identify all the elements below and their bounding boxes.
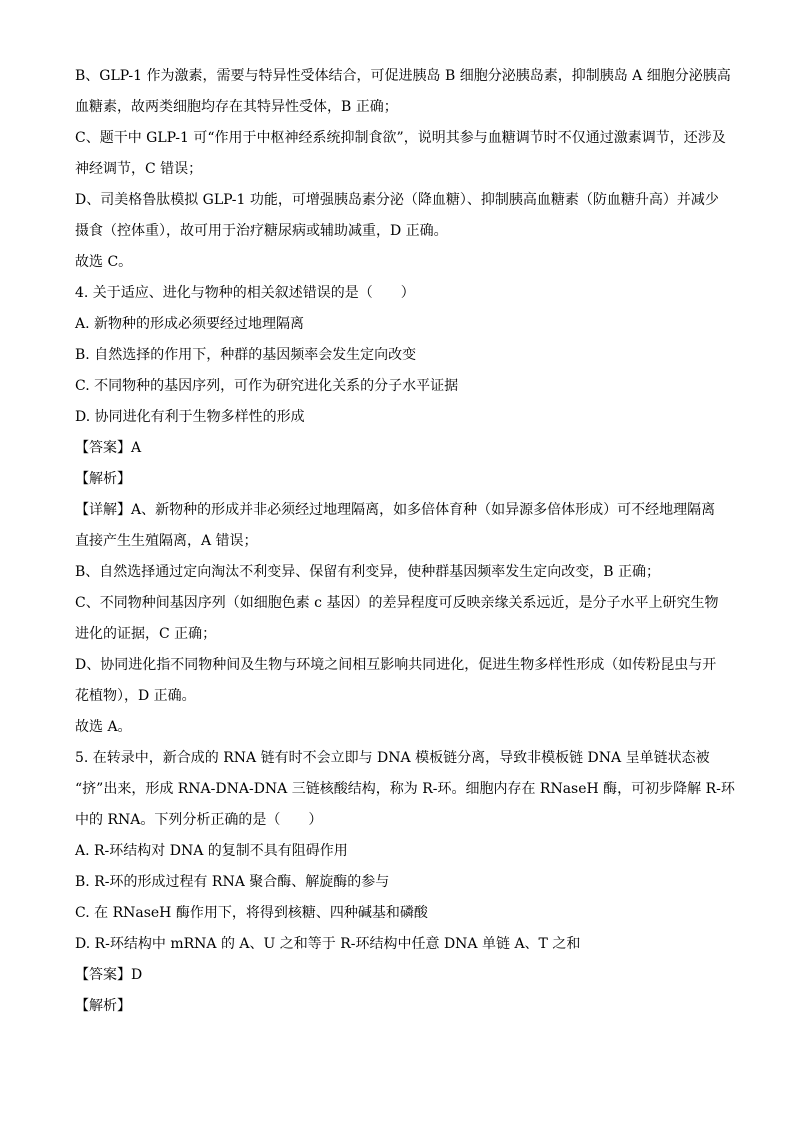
- question-5-option-b: B. R-环的形成过程有 RNA 聚合酶、解旋酶的参与: [75, 874, 390, 890]
- text-line: 直接产生生殖隔离，A 错误；: [75, 533, 258, 549]
- question-4-option-c: C. 不同物种的基因序列，可作为研究进化关系的分子水平证据: [75, 378, 459, 394]
- text-line: 摄食（控体重），故可用于治疗糖尿病或辅助减重，D 正确。: [75, 223, 448, 239]
- text-line: 花植物），D 正确。: [75, 688, 196, 704]
- analysis-label: 【解析】: [75, 471, 131, 487]
- question-4-option-b: B. 自然选择的作用下，种群的基因频率会发生定向改变: [75, 347, 417, 363]
- text-line: B、自然选择通过定向淘汰不利变异、保留有利变异，使种群基因频率发生定向改变，B 正确；: [75, 564, 661, 580]
- question-5-stem: 5. 在转录中，新合成的 RNA 链有时不会立即与 DNA 模板链分离，导致非模板链 DNA 呈单链状态被: [75, 750, 710, 766]
- question-5-option-d: D. R-环结构中 mRNA 的 A、U 之和等于 R-环结构中任意 DNA 单链 A、T 之和: [75, 936, 581, 952]
- text-line: D、司美格鲁肽模拟 GLP-1 功能，可增强胰岛素分泌（降血糖）、抑制胰高血糖素（防血糖升高）并减少: [75, 192, 719, 208]
- analysis-label: 【解析】: [75, 998, 131, 1014]
- text-line: 进化的证据，C 正确；: [75, 626, 217, 642]
- question-4-stem: 4. 关于适应、进化与物种的相关叙述错误的是（ ）: [75, 285, 415, 301]
- text-line: C、不同物种间基因序列（如细胞色素 c 基因）的差异程度可反映亲缘关系远近，是分子水平上研究生物: [75, 595, 719, 611]
- conclusion-line: 故选 C。: [75, 254, 133, 270]
- answer-label: 【答案】D: [75, 967, 143, 983]
- question-4-option-a: A. 新物种的形成必须要经过地理隔离: [75, 316, 305, 332]
- text-line: 神经调节，C 错误；: [75, 161, 203, 177]
- text-line: 【详解】A、新物种的形成并非必须经过地理隔离，如多倍体育种（如异源多倍体形成）可不经地理隔离: [75, 502, 716, 518]
- text-line: D、协同进化指不同物种间及生物与环境之间相互影响共同进化，促进生物多样性形成（如传粉昆虫与开: [75, 657, 717, 673]
- question-5-stem: 中的 RNA。下列分析正确的是（ ）: [75, 812, 323, 828]
- text-line: B、GLP-1 作为激素，需要与特异性受体结合，可促进胰岛 B 细胞分泌胰岛素，抑制胰岛 A 细胞分泌胰高: [75, 68, 731, 84]
- question-5-option-c: C. 在 RNaseH 酶作用下，将得到核糖、四种碱基和磷酸: [75, 905, 428, 921]
- text-line: C、题干中 GLP-1 可“作用于中枢神经系统抑制食欲”，说明其参与血糖调节时不仅通过激素调节，还涉及: [75, 130, 726, 146]
- text-line: 血糖素，故两类细胞均存在其特异性受体，B 正确；: [75, 99, 398, 115]
- conclusion-line: 故选 A。: [75, 719, 132, 735]
- question-5-option-a: A. R-环结构对 DNA 的复制不具有阻碍作用: [75, 843, 348, 859]
- question-5-stem: “挤”出来，形成 RNA-DNA-DNA 三链核酸结构，称为 R-环。细胞内存在 RNaseH 酶，可初步降解 R-环: [75, 781, 735, 797]
- question-4-option-d: D. 协同进化有利于生物多样性的形成: [75, 409, 305, 425]
- answer-label: 【答案】A: [75, 440, 142, 456]
